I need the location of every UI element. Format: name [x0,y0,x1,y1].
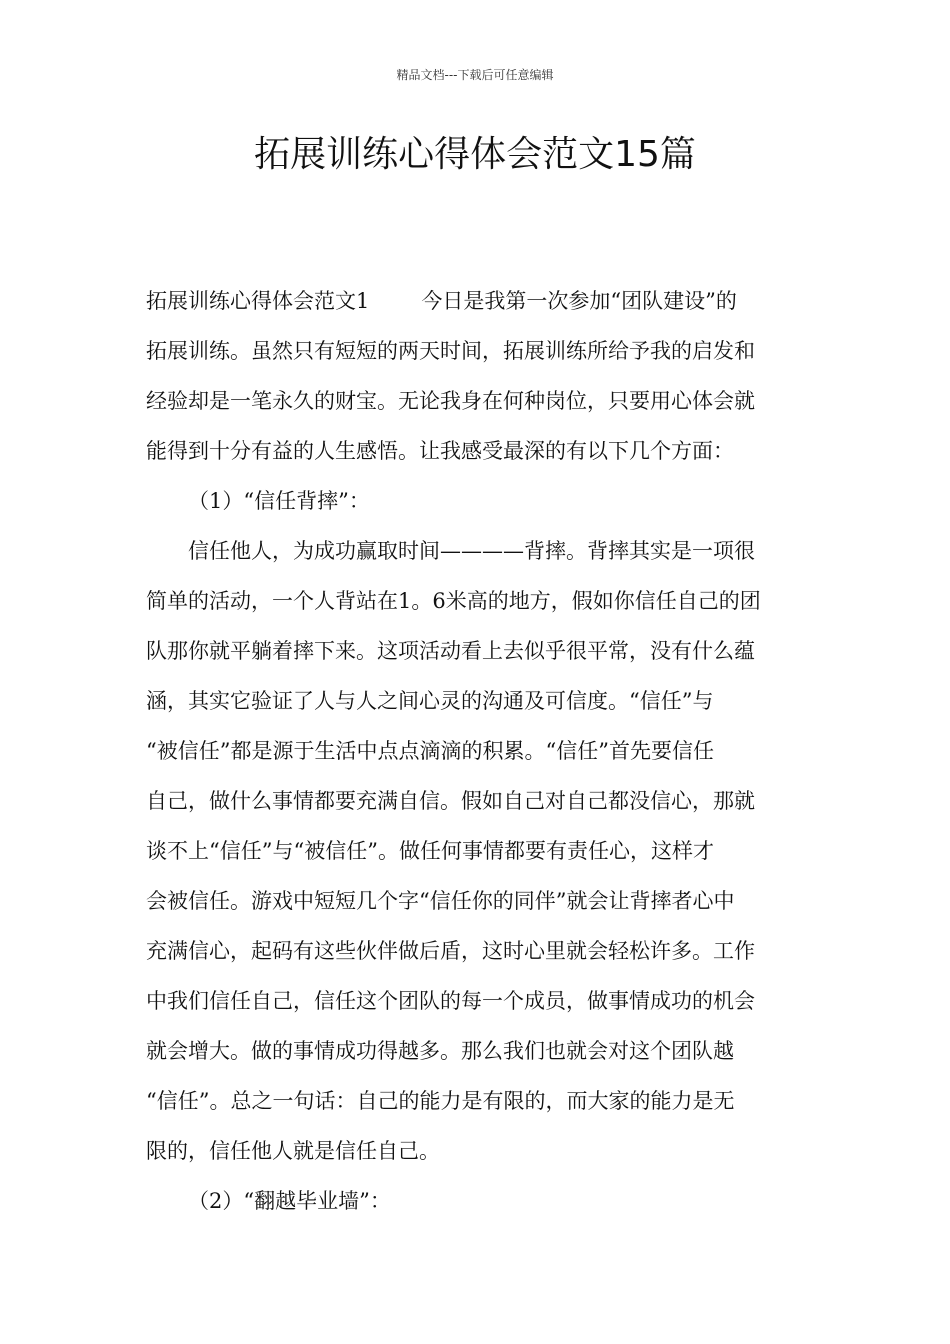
paragraph-line: 涵，其实它验证了人与人之间心灵的沟通及可信度。“信任”与 [146,689,714,713]
document-body [146,276,806,1226]
intro-line: 拓展训练。虽然只有短短的两天时间，拓展训练所给予我的启发和 [146,339,755,363]
paragraph-line: 中我们信任自己，信任这个团队的每一个成员，做事情成功的机会 [146,989,755,1013]
paragraph-line: 限的，信任他人就是信任自己。 [146,1139,440,1163]
subheading-graduation-wall: （2）“翻越毕业墙”： [188,1189,391,1213]
paragraph-line: 谈不上“信任”与“被信任”。做任何事情都要有责任心，这样才 [146,839,714,863]
intro-line: 经验却是一笔永久的财宝。无论我身在何种岗位，只要用心体会就 [146,389,755,413]
paragraph-line: 自己，做什么事情都要充满自信。假如自己对自己都没信心，那就 [146,789,755,813]
intro-text: 今日是我第一次参加“团队建设”的 [421,289,737,313]
paragraph-line: 充满信心，起码有这些伙伴做后盾，这时心里就会轻松许多。工作 [146,939,755,963]
section-label: 拓展训练心得体会范文1 [146,289,370,313]
paragraph-line: “被信任”都是源于生活中点点滴滴的积累。“信任”首先要信任 [146,739,714,763]
header-note: 精品文档---下载后可任意编辑 [396,68,554,82]
intro-line: 能得到十分有益的人生感悟。让我感受最深的有以下几个方面： [146,439,734,463]
intro-line-1 [146,276,806,326]
paragraph-line: 就会增大。做的事情成功得越多。那么我们也就会对这个团队越 [146,1039,734,1063]
paragraph-line: 信任他人，为成功赢取时间————背摔。背摔其实是一项很 [188,539,755,563]
paragraph-line: “信任”。总之一句话：自己的能力是有限的，而大家的能力是无 [146,1089,735,1113]
subheading-trust-fall: （1）“信任背摔”： [188,489,370,513]
document-title: 拓展训练心得体会范文15篇 [254,134,696,175]
paragraph-line: 队那你就平躺着摔下来。这项活动看上去似乎很平常，没有什么蕴 [146,639,755,663]
paragraph-line: 会被信任。游戏中短短几个字“信任你的同伴”就会让背摔者心中 [146,889,735,913]
paragraph-line: 简单的活动，一个人背站在1。6米高的地方，假如你信任自己的团 [146,589,761,613]
